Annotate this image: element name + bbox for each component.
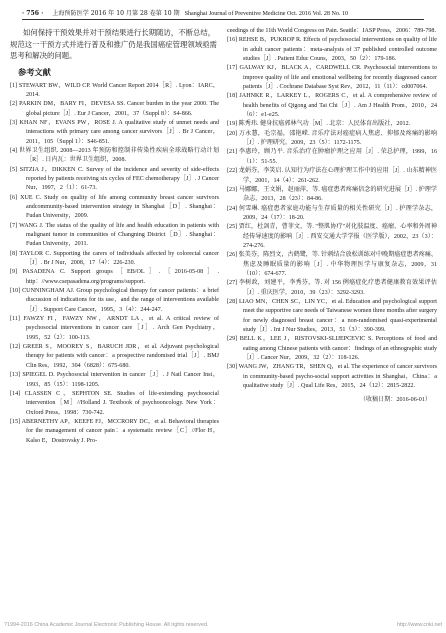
- reference-item: ceedings of the 11th World Congress on Pain. Seattle：IASP Press，2006：789-798.: [227, 28, 436, 34]
- right-column: [227, 27, 437, 618]
- reference-item: [20] 万永慧，毛宗福，邵艳嵘. 音乐疗法对癌症病人焦虑、抑郁及疼痛的影响［J］. 护理研究，2009，23（5）：1172-1175.: [227, 130, 437, 147]
- references-heading: 参考文献: [18, 66, 51, 77]
- received-date: （收稿日期：2016-06-01）: [359, 397, 431, 404]
- page-header: [22, 7, 424, 20]
- copyright-notice: ?1994-2016 China Academic Journal Electronic Publishing House. All rights reserved.: [4, 622, 209, 628]
- reference-item: [12] GREER S，MOOREY S，BARUCH JDR，et al. Adjuvant psychological therapy for patients with cancer：a prospective randomised trial［J］. BMJ Clin Res，1992，304（6828）：675-680.: [10, 344, 219, 369]
- reference-item: [30] WANG JW，ZHANG TR，SHEN Q，et al. The experience of cancer survivors in community-based psycho-social support activities in Shanghai，China：a qualitative study［J］. Qual Life Res，2015，24（12）：2815-2822.: [227, 364, 437, 390]
- reference-list-right: [227, 27, 437, 391]
- page-footer: [0, 622, 446, 631]
- reference-item: [26] 张美芬，陈烈文，古鹤鹭，等. 针刺结合放松训练对中晚期癌症患者疼痛、焦虑及睡眠质量的影响［J］. 中华物理医学与康复杂志，2009，31（10）：674-677.: [227, 252, 437, 277]
- reference-item: [27] 李树政，刘建平，李秀芬，等. 对 156 例癌症化疗患者健康教育效果评估［J］. 重庆医学，2010，39（23）：3292-3293.: [227, 280, 437, 296]
- reference-item: [24] 何雪琳. 癌症患者家庭功能与生存质量的相关性研究［J］. 护理学杂志，2009，24（17）：18-20.: [227, 205, 437, 221]
- reference-item: [22] 龙娟芬，李笑启. 认知行为疗法在心理护理工作中的应用［J］. 山东精神医学，2001，14（4）：261-262.: [227, 168, 437, 184]
- journal-title-cn: 上海预防医学 2016 年 10 月第 28 卷第 10 期: [52, 9, 180, 17]
- reference-item: [19] 陈秀玮. 健身抗癌郭林气功［M］. 北京：人民体育出版社，2012.: [227, 121, 411, 128]
- footer-url: http://www.cnki.net: [397, 622, 442, 628]
- intro-paragraph: 如何保持干预效果并对干预结果进行长期随访，不断总结，规范这一干预方式并进行普及和推广仍是我国癌症管理领域亟需思考和解决的问题。: [10, 28, 217, 60]
- reference-item: [25] 贾红，杜剑青，曹菲文，等. "整肌协疗"对化肢温度、癌瘤、心率和外周神经传导速度的影响［J］. 西安交通大学学报（医学版），2002，23（3）：274-276.: [227, 224, 437, 249]
- reference-item: [15] ABERNETHY AP，KEEFE FJ，MCCRORY DC，et al. Behavioral therapies for the management of cancer pain：a systematic review［C］//Flor H，Kalso E，Dostrovsky J. Pro-: [10, 418, 219, 444]
- left-column: [10, 27, 219, 618]
- reference-item: [6] XUE C. Study on quality of life among community breast cancer survivors andcommunity-based intervention strategy in Shanghai［D］. Shanghai：Fudan University，2009.: [10, 194, 219, 220]
- reference-item: [10] CUNNINGHAM AJ. Group psychological therapy for cancer patients：a brief discussion of indications for its use，and the range of interventions available［J］. Support Care Cancer，1995，3（4）：244-247.: [10, 288, 219, 313]
- reference-item: [29] BELL K，LEE J，RISTOVSKI-SLIJEPCEVIC S. Perceptions of food and eating among Chinese patients with cancer：findings of an ethnographic study［J］. Cancer Nur，2009，32（2）：118-126.: [227, 336, 437, 362]
- reference-item: [18] JAHNKE R，LARKEY L，ROGERS C，et al. A comprehensive review of health benefits of Qigong and Tai Chi［J］. Am J Health Prom，2010，24（6）：e1-e25.: [227, 93, 437, 119]
- reference-item: [4] 世界卫生组织. 2008—2013 年预防和控制非传染性疾病全球战略行动计划［R］. 日内瓦：世界卫生组织，2008.: [10, 147, 219, 164]
- reference-item: [14] CLASSEN C，SEPHTON SE. Studies of life-extending psychosocial intervention［M］//Holland J. Textbook of psychooncology. New York：Oxford Press，1998：730-742.: [10, 390, 219, 416]
- reference-item: [16] REHSE B，PUKROP R. Effects of psychosocial interventions on quality of life in adult cancer patients：meta-analysis of 37 published controlled outcome studies［J］. Patient Educ Couns，2003，50（2）：179-186.: [227, 37, 437, 63]
- page-number: · 756 ·: [22, 9, 44, 17]
- reference-item: [5] SITZIA J，DIKKEN C. Survey of the incidence and severity of side-effects reported by patients receiving six cycles of FEC chemotherapy［J］. J Cancer Nur，1997，2（1）：61-73.: [10, 166, 219, 192]
- reference-item: [9] PASADENA C. Support groups［EB/OL］.［2016-05-08］. http：//www.csepasadena.org/programs/support.: [10, 269, 219, 285]
- reference-item: [2] PARKIN DM，BARY FI，DEVESA SS. Cancer burden in the year 2000. The global picture［J］. Eur J Cancer，2001，37（Suppl 8）：S4-866.: [10, 101, 219, 117]
- reference-item: [28] LIAO MN，CHEN SC，LIN YC，et al. Education and psychological support meet the supportive care needs of Taiwanese women three months after surgery for newly diagnosed breast cancer：a non-randomised quasi-experimental study［J］. Int J Nur Studies，2013，51（3）：390-399.: [227, 298, 437, 333]
- reference-item: [3] KHAN NF，EVANS PW，ROSE J. A qualitative study of unmet needs and interactions with primary care among cancer survivors［J］. Br J Cancer，2011，105（Suppl 1）：S46-851.: [10, 119, 219, 145]
- journal-title-en: Shanghai Journal of Preventive Medicine Oct. 2016 Vol. 28 No. 10: [184, 10, 349, 17]
- reference-list-left: [10, 82, 219, 446]
- reference-item: [13] SPIEGEL D. Psychosocial intervention in cancer［J］. J Natl Cancer Inst，1993，85（15）：1198-1205.: [10, 372, 219, 388]
- reference-item: [23] 马娜娜，王文娟，赵丽萍，等. 癌症患者疼痛信念的研究进展［J］. 护理学杂志，2013，28（23）：84-86.: [227, 186, 437, 203]
- reference-item: [8] TAYLOR C. Supporting the carers of individuals affected by colorectal cancer［J］. Br J Nur，2008，17（4）：226-230.: [10, 250, 219, 267]
- reference-item: [1] STEWART BW，WILD CP. World Cancer Report 2014［R］. Lyon：IARC，2014.: [10, 82, 219, 98]
- reference-item: [7] WANG J. The status of the quality of life and health education in patients with malignant tumor in communities of Changning District［D］. Shanghai：Fudan University，2011.: [10, 222, 219, 248]
- reference-item: [21] 李惠玲，顾乃平. 音乐治疗在肿瘤护理之应用［J］. 荣总护理，1999，16（1）：51-55.: [227, 149, 437, 165]
- reference-item: [11] FAWZY FI，FAWZY NW，ARNDT LA，et al. A critical review of psychosocial interventions in cancer care［J］. Arch Gen Psychiatry，1995，52（2）：100-113.: [10, 316, 219, 341]
- reference-item: [17] GALWAY KJ，BLACK A，CARDWELL CR. Psychosocial interventions to improve quality of life and emotional wellbeing for recently diagnosed cancer patients［J］. Cochrane Database Syst Rev，2012，11（11）：cd007064.: [227, 65, 437, 91]
